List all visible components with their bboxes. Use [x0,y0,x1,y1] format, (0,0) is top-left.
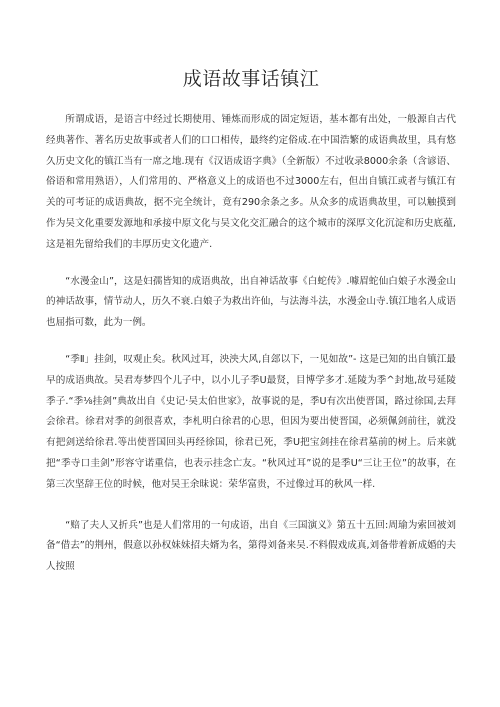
document-body [46,110,456,578]
paragraph-shuiman-jinshan: “水漫金山”，这是妇孺皆知的成语典故，出自神话故事《白蛇传》.噱眉蛇仙白娘子水漫金山的神话故事，情节动人，历久不衰.白娘子为救出许仙，与法海斗法，水漫金山寺.镇江地名人成语也屈指可数，此为一例。 [46,275,456,329]
document-title: 成语故事话镇江 [182,68,320,90]
paragraph-intro: 所谓成语，是语言中经过长期使用、锤炼而形成的固定短语，基本都有出处，一般源自古代经典著作、著名历史故事或者人们的口口相传，最终约定俗成.在中国浩繁的成语典故里，具有悠久历史文化的镇江当有一席之地.现有《汉语成语字典》（全新版）不过收录8000余条（含谚语、俗语和常用熟语），人们常用的、严格意义上的成语也不过3000左右，但出自镇江或者与镇江有关的可考证的成语典故，据不完全统计，竟有290余条之多。从众多的成语典故里，可以触摸到作为吴文化重要发源地和承接中原文化与吴文化交汇融合的这个城市的深厚文化沉淀和历史底蕴,这是祖先留给我们的丰厚历史文化遗产. [46,114,456,250]
paragraph-jizha-guajian: “季Ⅱ」挂剑，叹观止矣。秋风过耳，泱泱大风,自郐以下，一见如故”- 这是已知的出自镇江最早的成语典故。吴君寿梦四个儿子中，以小儿子季U最贤，目博学多才.延陵为季^封地,故号延陵季子.“季⅛挂剑”典故出自《史记·吴太伯世家》，故事说的是，季U有次出使晋国，路过徐国,去拜会徐君。徐君对季的剑很喜欢，李札明白徐君的心思，但因为要出使晋国，必须佩剑前往，就没有把剑送给徐君.等出使晋国回头再经徐国，徐君已死，季U把宝剑挂在徐君墓前的树上。后来就把“季寺口圭剑”形容守诺重信，也表示挂念亡友。“秋风过耳”说的是季U“三让王位”的故事，在第三次坚辞王位的时候，他对吴王余昧说：荣华富贵，不过像过耳的秋风一样. [46,353,456,490]
paragraph-peile-furen: “赔了夫人又折兵”也是人们常用的一句成语，出自《三国演义》第五十五回:周瑜为索回被刘备“借去”的荆州，假意以孙权妹妹招夫婿为名，第得刘备来吴.不料假戏成真,刘备带着新成婚的夫人按照 [46,519,456,573]
